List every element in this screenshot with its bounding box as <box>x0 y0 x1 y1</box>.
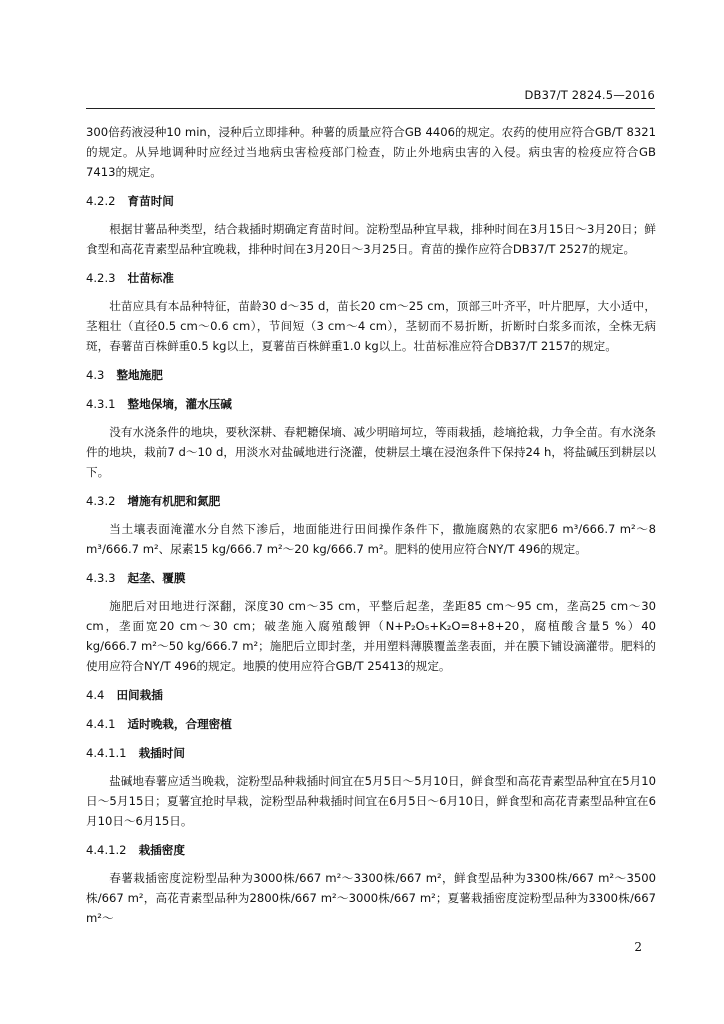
paragraph-4-4-1-1: 盐碱地春薯应适当晚栽，淀粉型品种栽插时间宜在5月5日～5月10日，鲜食型和高花青素型品种宜在5月10日～5月15日；夏薯宜抢时早栽，淀粉型品种栽插时间宜在6月5日～6月10日，鲜食型和高花青素型品种宜在6月10日～6月15日。 <box>86 774 656 828</box>
header-rule <box>86 108 655 109</box>
section-title: 壮苗标准 <box>127 271 174 285</box>
heading-4-4-1-1 <box>86 743 656 763</box>
heading-4-3-3 <box>86 568 656 588</box>
section-title: 增施有机肥和氮肥 <box>127 494 221 508</box>
paragraph-4-2-2: 根据甘薯品种类型，结合栽插时期确定育苗时间。淀粉型品种宜早栽，排种时间在3月15日～3月20日；鲜食型和高花青素型品种宜晚栽，排种时间在3月20日～3月25日。育苗的操作应符合DB37/T 2527的规定。 <box>86 222 656 256</box>
section-title: 起垄、覆膜 <box>127 571 186 585</box>
heading-4-4-1-2 <box>86 840 656 860</box>
section-number: 4.3.3 <box>86 571 116 585</box>
heading-4-3-2 <box>86 491 656 511</box>
section-number: 4.3.1 <box>86 397 116 411</box>
heading-4-4-1 <box>86 714 656 734</box>
section-number: 4.3 <box>86 368 105 382</box>
section-number: 4.4.1.1 <box>86 746 127 760</box>
heading-4-3-1 <box>86 394 656 414</box>
heading-4-2-3 <box>86 268 656 288</box>
page-number: 2 <box>634 940 642 954</box>
section-title: 栽插时间 <box>138 746 185 760</box>
section-title: 田间栽插 <box>116 688 163 702</box>
paragraph-4-3-2: 当土壤表面淹灌水分自然下渗后，地面能进行田间操作条件下，撒施腐熟的农家肥6 m³/666.7 m²～8 m³/666.7 m²、尿素15 kg/666.7 m²～20 kg/666.7 m²。肥料的使用应符合NY/T 496的规定。 <box>86 522 656 556</box>
section-number: 4.4.1.2 <box>86 843 127 857</box>
section-title: 栽插密度 <box>138 843 185 857</box>
section-title: 适时晚栽，合理密植 <box>127 717 232 731</box>
paragraph-4-3-1: 没有水浇条件的地块，要秋深耕、春耙耱保墒、减少明暗坷垃，等雨栽插，趁墒抢栽，力争全苗。有水浇条件的地块，栽前7 d～10 d，用淡水对盐碱地进行浇灌，使耕层土壤在浸泡条件下保持24 h，将盐碱压到耕层以下。 <box>86 425 656 479</box>
heading-4-3 <box>86 365 656 385</box>
heading-4-4 <box>86 685 656 705</box>
section-number: 4.2.2 <box>86 194 116 208</box>
paragraph-4-3-3: 施肥后对田地进行深翻，深度30 cm～35 cm，平整后起垄，垄距85 cm～95 cm，垄高25 cm～30 cm，垄面宽20 cm～30 cm；破垄施入腐殖酸钾（N+P₂O₅+K₂O=8+8+20，腐植酸含量5 %）40 kg/666.7 m²～50 kg/666.7 m²；施肥后立即封垄，并用塑料薄膜覆盖垄表面，并在膜下铺设滴灌带。肥料的使用应符合NY/T 496的规定。地膜的使用应符合GB/T 25413的规定。 <box>86 599 656 673</box>
paragraph-4-4-1-2: 春薯栽插密度淀粉型品种为3000株/667 m²～3300株/667 m²，鲜食型品种为3300株/667 m²～3500株/667 m²，高花青素型品种为2800株/667 m²～3000株/667 m²；夏薯栽插密度淀粉型品种为3300株/667 m²～ <box>86 871 656 925</box>
section-title: 育苗时间 <box>127 194 174 208</box>
paragraph-intro: 300倍药液浸种10 min，浸种后立即排种。种薯的质量应符合GB 4406的规定。农药的使用应符合GB/T 8321的规定。从异地调种时应经过当地病虫害检疫部门检查，防止外地病虫害的入侵。病虫害的检疫应符合GB 7413的规定。 <box>86 125 656 179</box>
section-number: 4.2.3 <box>86 271 116 285</box>
heading-4-2-2 <box>86 191 656 211</box>
section-number: 4.3.2 <box>86 494 116 508</box>
section-title: 整地施肥 <box>116 368 163 382</box>
paragraph-4-2-3: 壮苗应具有本品种特征，苗龄30 d～35 d，苗长20 cm～25 cm，顶部三叶齐平，叶片肥厚，大小适中，茎粗壮（直径0.5 cm～0.6 cm），节间短（3 cm～4 cm），茎韧而不易折断，折断时白浆多而浓，全株无病斑，春薯苗百株鲜重0.5 kg以上，夏薯苗百株鲜重1.0 kg以上。壮苗标准应符合DB37/T 2157的规定。 <box>86 299 656 353</box>
section-number: 4.4 <box>86 688 105 702</box>
document-body <box>86 122 656 928</box>
section-number: 4.4.1 <box>86 717 116 731</box>
section-title: 整地保墒，灌水压碱 <box>127 397 232 411</box>
document-code: DB37/T 2824.5—2016 <box>524 88 655 102</box>
